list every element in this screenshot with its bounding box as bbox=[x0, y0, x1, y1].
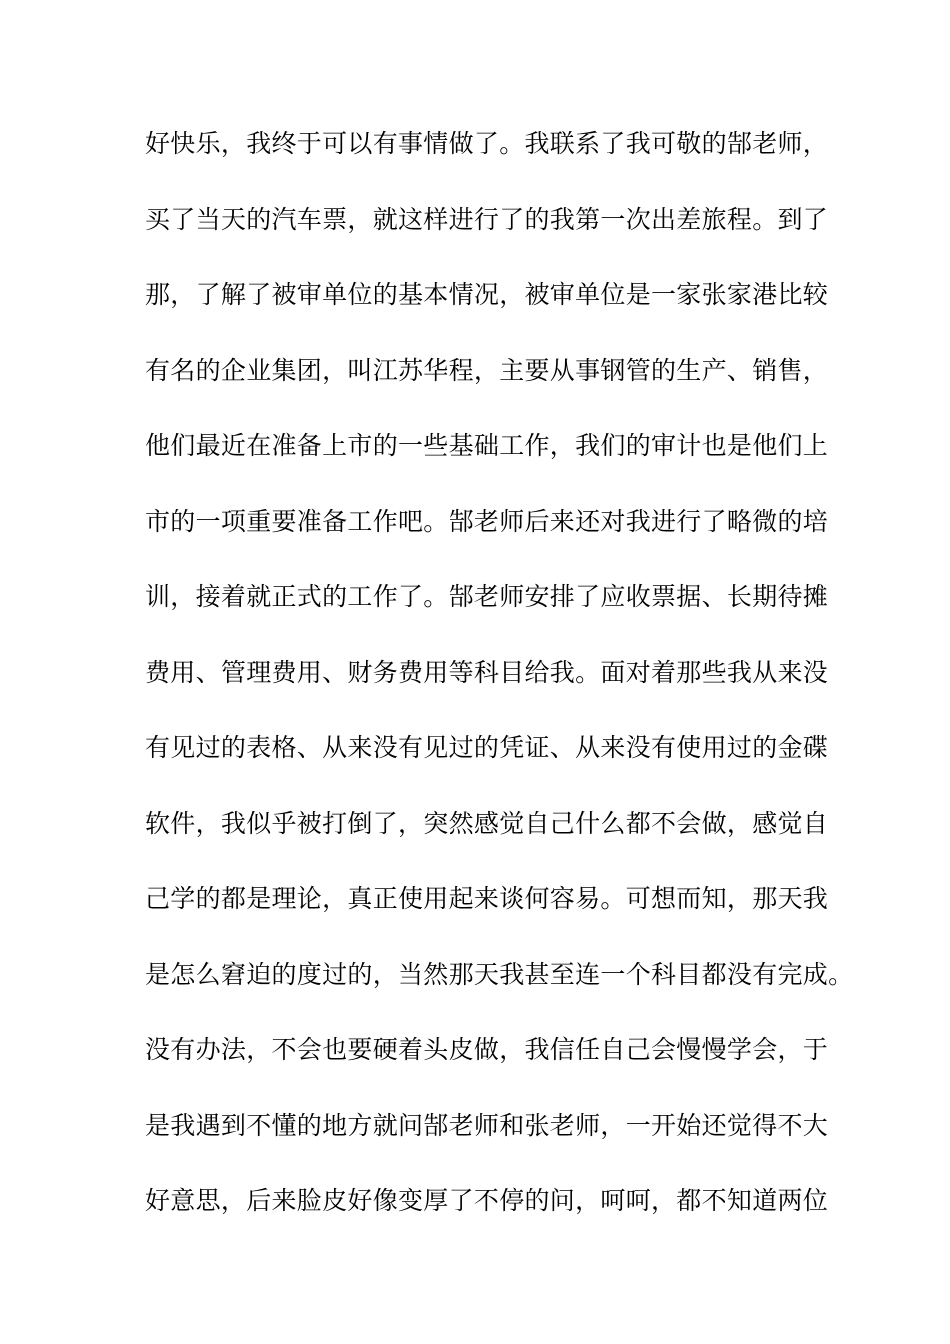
text-line: 是我遇到不懂的地方就问郜老师和张老师，一开始还觉得不大 bbox=[145, 1110, 829, 1140]
text-line: 有见过的表格、从来没有见过的凭证、从来没有使用过的金碟 bbox=[145, 733, 829, 762]
text-line: 那，了解了被审单位的基本情况，被审单位是一家张家港比较 bbox=[145, 280, 829, 309]
text-line: 好意思，后来脸皮好像变厚了不停的问，呵呵，都不知道两位 bbox=[145, 1186, 829, 1215]
body-text bbox=[145, 128, 854, 1261]
text-line: 市的一项重要准备工作吧。郜老师后来还对我进行了略微的培 bbox=[145, 506, 829, 536]
text-line: 训，接着就正式的工作了。郜老师安排了应收票据、长期待摊 bbox=[145, 582, 829, 611]
text-line: 他们最近在准备上市的一些基础工作，我们的审计也是他们上 bbox=[145, 431, 829, 460]
text-line: 买了当天的汽车票，就这样进行了的我第一次出差旅程。到了 bbox=[145, 204, 829, 234]
text-line: 软件，我似乎被打倒了，突然感觉自己什么都不会做，感觉自 bbox=[145, 808, 829, 838]
text-line: 好快乐，我终于可以有事情做了。我联系了我可敬的郜老师， bbox=[145, 129, 829, 158]
text-line: 己学的都是理论，真正使用起来谈何容易。可想而知，那天我 bbox=[145, 884, 829, 913]
text-line: 费用、管理费用、财务费用等科目给我。面对着那些我从来没 bbox=[145, 657, 829, 687]
text-line: 没有办法，不会也要硬着头皮做，我信任自己会慢慢学会，于 bbox=[145, 1035, 829, 1064]
text-line: 是怎么窘迫的度过的，当然那天我甚至连一个科目都没有完成。 bbox=[145, 959, 854, 989]
text-line: 有名的企业集团，叫江苏华程，主要从事钢管的生产、销售， bbox=[145, 355, 829, 385]
